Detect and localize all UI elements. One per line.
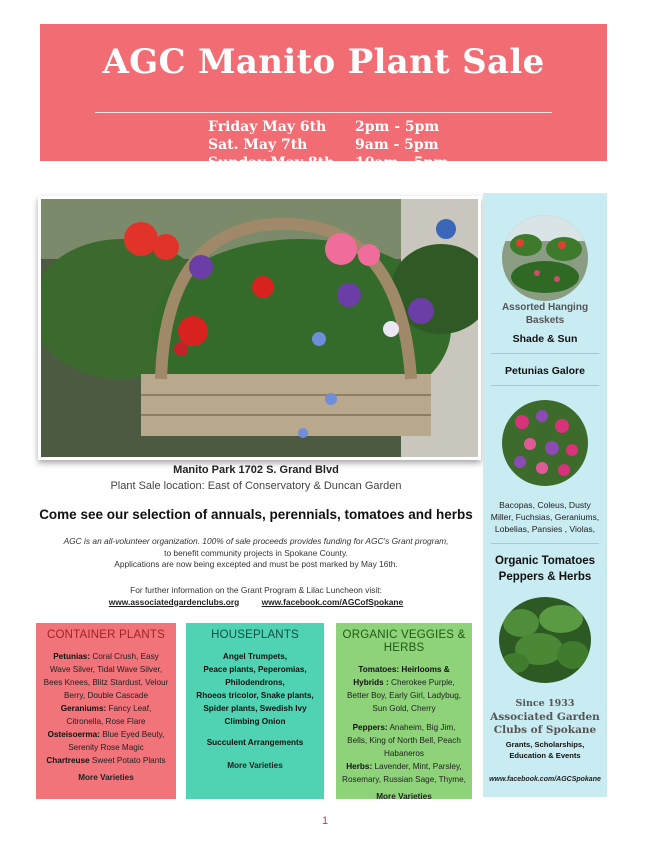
about-agc: [36, 536, 476, 571]
petunias-entry: [42, 650, 170, 702]
veggies-title: ORGANIC VEGGIES & HERBS: [342, 629, 466, 654]
further-info: For further information on the Grant Program & Lilac Luncheon visit:: [130, 584, 382, 595]
entry-label: Osteisoerma:: [47, 730, 100, 739]
houseplant-item: Spider plants, Swedish Ivy: [203, 704, 307, 713]
peppers-entry: [342, 721, 466, 760]
about-line-2: to benefit community projects in Spokane County.: [164, 547, 348, 558]
grants-line-2: Education & Events: [509, 751, 581, 760]
entry-text: Fancy Leaf, Citronella, Rose Flare: [66, 704, 152, 726]
herbs-entry: [342, 760, 466, 786]
selection-headline: Come see our selection of annuals, perennials, tomatoes and herbs: [39, 507, 473, 522]
club-name-2: Clubs of Spokane: [493, 724, 597, 736]
grants-line-1: Grants, Scholarships,: [505, 740, 585, 749]
entry-text: Lavender, Mint, Parsley, Rosemary, Russian Sage, Thyme,: [342, 762, 466, 784]
date-time: 10am - 5pm: [355, 155, 449, 171]
petunias-photo: [502, 400, 588, 486]
houseplant-item: Climbing Onion: [224, 717, 286, 726]
entry-label: Chartreuse: [46, 756, 90, 765]
entry-text: Coral Crush, Easy Wave Silver, Tidal Wave Silver, Bees Knees, Blitz Stardust, Velour Berry, Double Cascade: [43, 652, 169, 700]
container-plants-title: CONTAINER PLANTS: [46, 629, 165, 641]
date-day: Sunday May 8th: [208, 155, 335, 171]
date-row-friday: [40, 118, 607, 136]
osteospermum-entry: [42, 728, 170, 754]
veggies-herbs-box: [336, 623, 472, 799]
about-line-1: AGC is an all-volunteer organization. 100% of sale proceeds provides funding for AGC's Grant program,: [63, 536, 449, 546]
geraniums-entry: [42, 702, 170, 728]
date-time: 2pm - 5pm: [355, 119, 440, 135]
date-day: Friday May 6th: [208, 119, 327, 135]
more-varieties: More Varieties: [227, 761, 283, 770]
houseplant-item: Angel Trumpets,: [222, 652, 288, 661]
page-number: 1: [321, 815, 329, 827]
shade-sun-label: Shade & Sun: [512, 333, 578, 345]
more-varieties: More Varieties: [78, 773, 134, 782]
page-title: AGC Manito Plant Sale: [102, 42, 545, 82]
houseplant-item: Philodendrons,: [225, 678, 285, 687]
houseplants-box: [186, 623, 324, 799]
more-varieties: More Varieties: [376, 792, 432, 801]
about-line-3: Applications are now being excepted and must be post marked by May 16th.: [114, 559, 398, 569]
entry-text: Cherokee Purple, Better Boy, Early Girl, Ladybug, Sun Gold, Cherry: [346, 678, 462, 713]
web-links: [36, 597, 476, 607]
tomato-plants-photo: [499, 597, 591, 683]
club-name-1: Associated Garden: [490, 711, 600, 723]
date-day: Sat. May 7th: [208, 137, 308, 153]
houseplant-item: Peace plants, Peperomias,: [203, 665, 307, 674]
flower-basket-photo: [38, 196, 481, 460]
date-time: 9am - 5pm: [355, 137, 439, 153]
organic-line-2: Peppers & Herbs: [498, 571, 592, 583]
entry-label: Peppers:: [352, 723, 388, 732]
tomatoes-entry: [342, 663, 466, 715]
sale-location: Plant Sale location: East of Conservatory & Duncan Garden: [110, 480, 402, 492]
sidebar: [483, 193, 607, 797]
entry-text: Sweet Potato Plants: [91, 756, 166, 765]
facebook-link[interactable]: www.facebook.com/AGCofSpokane: [261, 596, 404, 607]
date-row-saturday: [40, 136, 607, 154]
houseplant-item: Rhoeos tricolor, Snake plants,: [196, 691, 314, 700]
entry-label: Geraniums:: [60, 704, 107, 713]
houseplants-title: HOUSEPLANTS: [211, 629, 299, 641]
sale-dates: [40, 118, 607, 172]
divider: [491, 385, 599, 386]
hanging-basket-photo: [502, 215, 588, 301]
title-divider: [95, 112, 552, 113]
entry-label: Petunias:: [53, 652, 91, 661]
chartreuse-entry: [42, 754, 170, 767]
facebook-link[interactable]: www.facebook.com/AGCSpokane: [489, 776, 601, 783]
entry-text: Anaheim, Big Jim, Bells, King of North Bell, Peach Habaneros: [347, 723, 461, 758]
container-plants-box: [36, 623, 176, 799]
petunias-galore-label: Petunias Galore: [505, 365, 585, 377]
divider: [491, 353, 599, 354]
entry-label: Tomatoes: Heirlooms & Hybrids :: [353, 665, 450, 687]
annuals-list: Bacopas, Coleus, Dusty Miller, Fuchsias, Geraniums, Lobelias, Pansies , Violas,: [490, 500, 600, 534]
sale-info: [36, 458, 476, 607]
header-banner: [40, 24, 607, 171]
entry-text: Blue Eyed Beuty, Serenity Rose Magic: [68, 730, 165, 752]
website-link[interactable]: www.associatedgardenclubs.org: [108, 596, 240, 607]
entry-label: Herbs:: [346, 762, 373, 771]
since-year: Since 1933: [515, 698, 575, 709]
hanging-baskets-label: Assorted Hanging Baskets: [501, 302, 589, 326]
date-row-sunday: [40, 154, 607, 172]
park-address: Manito Park 1702 S. Grand Blvd: [173, 464, 339, 476]
organic-line-1: Organic Tomatoes: [494, 555, 596, 567]
divider: [491, 543, 599, 544]
succulent-item: Succulent Arrangements: [206, 738, 304, 747]
